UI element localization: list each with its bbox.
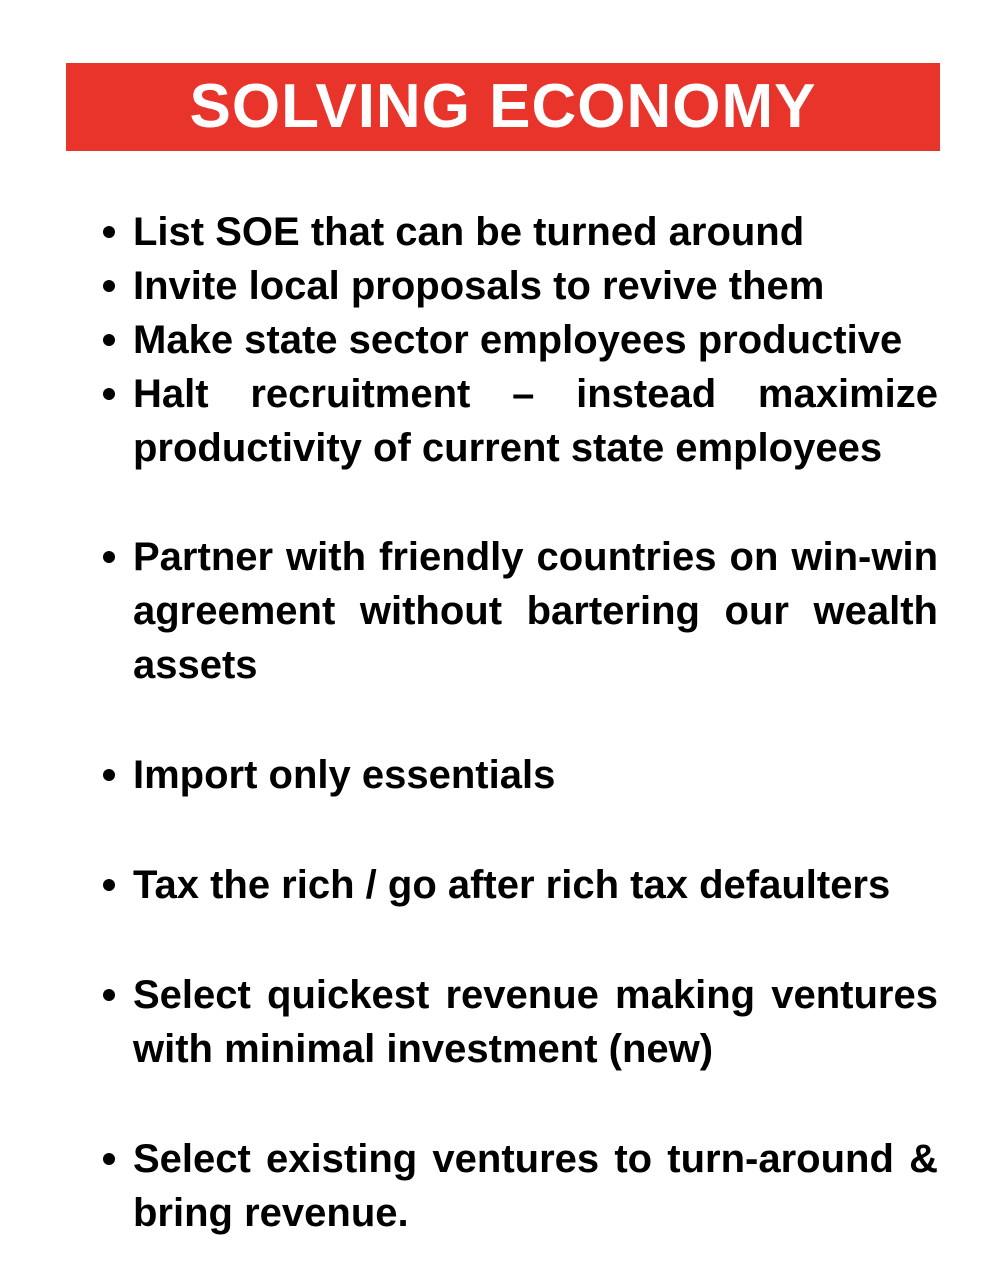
list-item: [100, 259, 938, 313]
bullet-icon: [103, 769, 115, 781]
title-banner: [66, 63, 940, 151]
list-item: [100, 968, 938, 1076]
list-item-text: Partner with friendly countries on win-win agreement without bartering our wealth assets: [133, 535, 938, 687]
list-item: [100, 367, 938, 475]
bullet-icon: [103, 280, 115, 292]
list-item: [100, 530, 938, 692]
bullet-icon: [103, 388, 115, 400]
list-item-text: Select quickest revenue making ventures with minimal investment (new): [133, 973, 938, 1071]
page-title: SOLVING ECONOMY: [189, 72, 817, 141]
bullet-icon: [103, 1153, 115, 1165]
list-item-text: Halt recruitment – instead maximize productivity of current state employees: [133, 372, 938, 470]
list-item-text: Tax the rich / go after rich tax defaulters: [133, 863, 891, 907]
bullet-icon: [103, 989, 115, 1001]
list-item: [100, 748, 938, 802]
list-item-text: Make state sector employees productive: [133, 318, 903, 362]
bullet-list: [100, 205, 938, 1240]
list-item-text: Import only essentials: [133, 753, 556, 797]
list-item-text: Select existing ventures to turn-around & bring revenue.: [133, 1137, 938, 1235]
list-item-text: Invite local proposals to revive them: [133, 264, 825, 308]
list-item: [100, 1132, 938, 1240]
bullet-icon: [103, 334, 115, 346]
bullet-icon: [103, 226, 115, 238]
list-item: [100, 313, 938, 367]
list-item-text: List SOE that can be turned around: [133, 210, 805, 254]
list-item: [100, 858, 938, 912]
bullet-icon: [103, 879, 115, 891]
bullet-icon: [103, 551, 115, 563]
list-item: [100, 205, 938, 259]
